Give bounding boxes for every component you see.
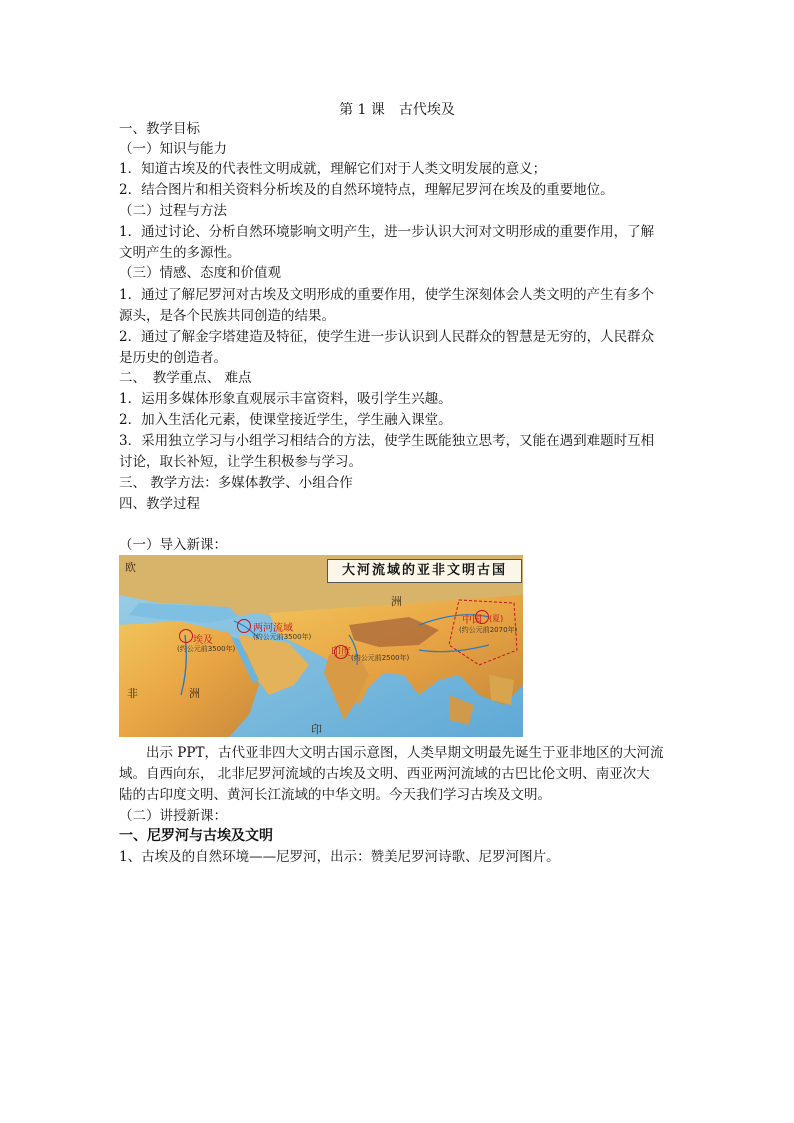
text-line: 2．加入生活化元素，使课堂接近学生，学生融入课堂。 xyxy=(119,412,452,428)
text-line: 3．采用独立学习与小组学习相结合的方法，使学生既能独立思考，又能在遇到难题时互相 xyxy=(119,433,655,449)
text-line: 1．通过了解尼罗河对古埃及文明形成的重要作用，使学生深刻体会人类文明的产生有多个 xyxy=(119,287,655,303)
text-line: 出示 PPT，古代亚非四大文明古国示意图，人类早期文明最先诞生于亚非地区的大河流 xyxy=(119,745,664,761)
civilizations-map xyxy=(119,555,523,737)
text-line: （一）知识与能力 xyxy=(119,141,227,157)
section-heading: 一、尼罗河与古埃及文明 xyxy=(119,828,273,844)
text-line: 二、 教学重点、 难点 xyxy=(119,370,252,386)
text-line: 1．运用多媒体形象直观展示丰富资料，吸引学生兴趣。 xyxy=(119,391,452,407)
lesson-title: 第 1 课 古代埃及 xyxy=(339,102,455,118)
text-line: 1、古埃及的自然环境——尼罗河，出示：赞美尼罗河诗歌、尼罗河图片。 xyxy=(119,849,560,865)
map-label-india-date: (约公元前2500年) xyxy=(351,654,410,662)
egypt-marker-icon xyxy=(179,629,193,643)
mesopotamia-marker-icon xyxy=(237,619,251,633)
map-title: 大河流域的亚非文明古国 xyxy=(327,559,522,583)
map-label-mesopotamia: 两河流域 xyxy=(253,623,293,634)
map-label-ocean: 印 xyxy=(311,723,322,736)
map-label-china-xia: (夏) xyxy=(489,614,504,623)
text-line: （二）讲授新课： xyxy=(119,808,227,824)
text-line: （三）情感、态度和价值观 xyxy=(119,265,281,281)
text-line: （二）过程与方法 xyxy=(119,203,227,219)
map-label-china-date: (约公元前2070年) xyxy=(459,626,518,634)
map-label-africa: 非 xyxy=(127,687,138,700)
text-line: 讨论，取长补短，让学生积极参与学习。 xyxy=(119,454,362,470)
map-label-egypt-date: (约公元前3500年) xyxy=(177,645,236,653)
map-label-egypt: 埃及 xyxy=(193,635,213,646)
text-line: 源头，是各个民族共同创造的结果。 xyxy=(119,308,335,324)
map-label-mesopotamia-date: (约公元前3500年) xyxy=(253,633,312,641)
text-line: 1．通过讨论、分析自然环境影响文明产生，进一步认识大河对文明形成的重要作用，了解 xyxy=(119,224,655,240)
text-line: 陆的古印度文明、黄河长江流域的中华文明。今天我们学习古埃及文明。 xyxy=(119,787,551,803)
map-label-china: 中国 xyxy=(462,615,482,626)
map-label-india: 印度 xyxy=(331,647,351,658)
map-label-asia: 洲 xyxy=(391,595,402,608)
text-line: 2．通过了解金字塔建造及特征，使学生进一步认识到人民群众的智慧是无穷的，人民群众 xyxy=(119,329,655,345)
text-line: 2．结合图片和相关资料分析埃及的自然环境特点，理解尼罗河在埃及的重要地位。 xyxy=(119,182,614,198)
text-line: 四、教学过程 xyxy=(119,496,200,512)
text-line: 是历史的创造者。 xyxy=(119,350,227,366)
text-line: 一、教学目标 xyxy=(119,121,200,137)
text-line: （一）导入新课： xyxy=(119,537,227,553)
text-line: 文明产生的多源性。 xyxy=(119,245,241,261)
text-line: 1．知道古埃及的代表性文明成就，理解它们对于人类文明发展的意义； xyxy=(119,161,547,177)
text-line: 三、 教学方法：多媒体教学、小组合作 xyxy=(119,475,353,491)
text-line: 域。自西向东， 北非尼罗河流域的古埃及文明、西亚两河流域的古巴比伦文明、南亚次大 xyxy=(119,766,650,782)
map-label-europe: 欧 xyxy=(125,561,136,574)
map-label-africa-2: 洲 xyxy=(189,687,200,700)
